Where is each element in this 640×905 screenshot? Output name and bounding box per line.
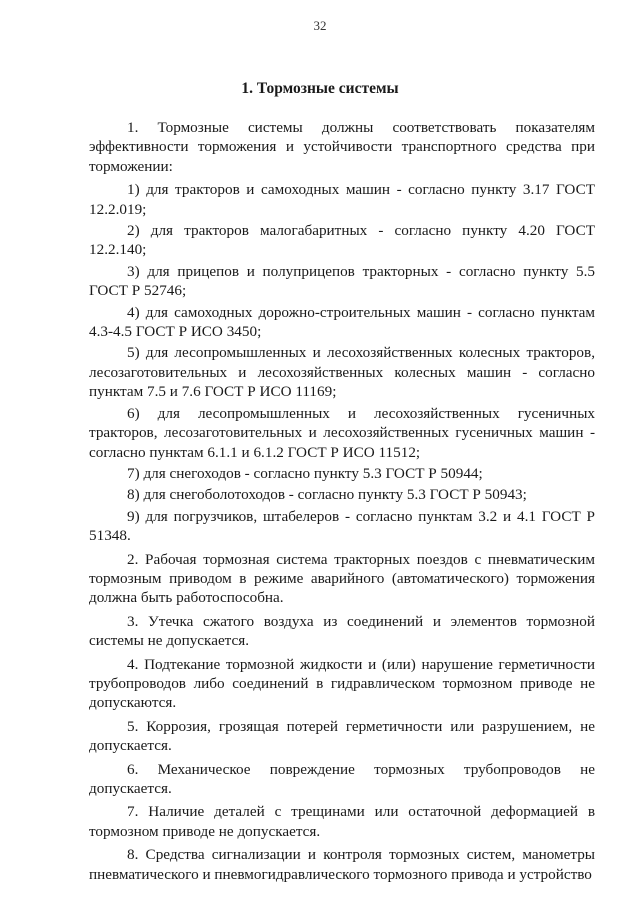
list-item-5: 5) для лесопромышленных и лесохозяйственных колесных тракторов, лесозаготовительных и лесохозяйственных колесных машин - согласно пунктам 7.5 и 7.6 ГОСТ Р ИСО 11169;: [89, 344, 595, 401]
list-item-9: 9) для погрузчиков, штабелеров - согласно пунктам 3.2 и 4.1 ГОСТ Р 51348.: [89, 507, 595, 545]
section-title: 1. Тормозные системы: [241, 80, 399, 97]
paragraph-7: 7. Наличие деталей с трещинами или остаточной деформацией в тормозном приводе не допускается.: [89, 803, 595, 840]
paragraph-5: 5. Коррозия, грозящая потерей герметичности или разрушением, не допускается.: [89, 717, 595, 755]
paragraph-8: 8. Средства сигнализации и контроля тормозных систем, манометры пневматического и пневмогидравлического тормозного привода и устройство: [89, 846, 595, 883]
list-item-3: 3) для прицепов и полуприцепов тракторных - согласно пункту 5.5 ГОСТ Р 52746;: [89, 262, 595, 300]
paragraph-3: 3. Утечка сжатого воздуха из соединений и элементов тормозной системы не допускается.: [89, 612, 595, 650]
list-item-4: 4) для самоходных дорожно-строительных машин - согласно пунктам 4.3-4.5 ГОСТ Р ИСО 3450;: [89, 303, 595, 341]
paragraph-1: 1. Тормозные системы должны соответствовать показателям эффективности торможения и устойчивости транспортного средства при торможении:: [89, 119, 595, 175]
page-number: 32: [313, 18, 327, 33]
list-item-7: 7) для снегоходов - согласно пункту 5.3 ГОСТ Р 50944;: [127, 464, 483, 482]
list-item-6: 6) для лесопромышленных и лесохозяйственных гусеничных тракторов, лесозаготовительных и лесохозяйственных гусеничных машин - согласно пунктам 6.1.1 и 6.1.2 ГОСТ Р ИСО 11512;: [89, 404, 595, 461]
paragraph-2: 2. Рабочая тормозная система тракторных поездов с пневматическим тормозным приводом в режиме аварийного (автоматического) торможения должна быть работоспособна.: [89, 550, 595, 607]
list-item-8: 8) для снегоболотоходов - согласно пункту 5.3 ГОСТ Р 50943;: [127, 486, 527, 504]
paragraph-4: 4. Подтекание тормозной жидкости и (или) нарушение герметичности трубопроводов либо соединений в гидравлическом тормозном приводе не допускаются.: [89, 655, 595, 712]
paragraph-6: 6. Механическое повреждение тормозных трубопроводов не допускается.: [89, 760, 595, 797]
document-body: [89, 118, 595, 888]
list-item-1: 1) для тракторов и самоходных машин - согласно пункту 3.17 ГОСТ 12.2.019;: [89, 181, 595, 218]
list-item-2: 2) для тракторов малогабаритных - согласно пункту 4.20 ГОСТ 12.2.140;: [89, 222, 595, 259]
